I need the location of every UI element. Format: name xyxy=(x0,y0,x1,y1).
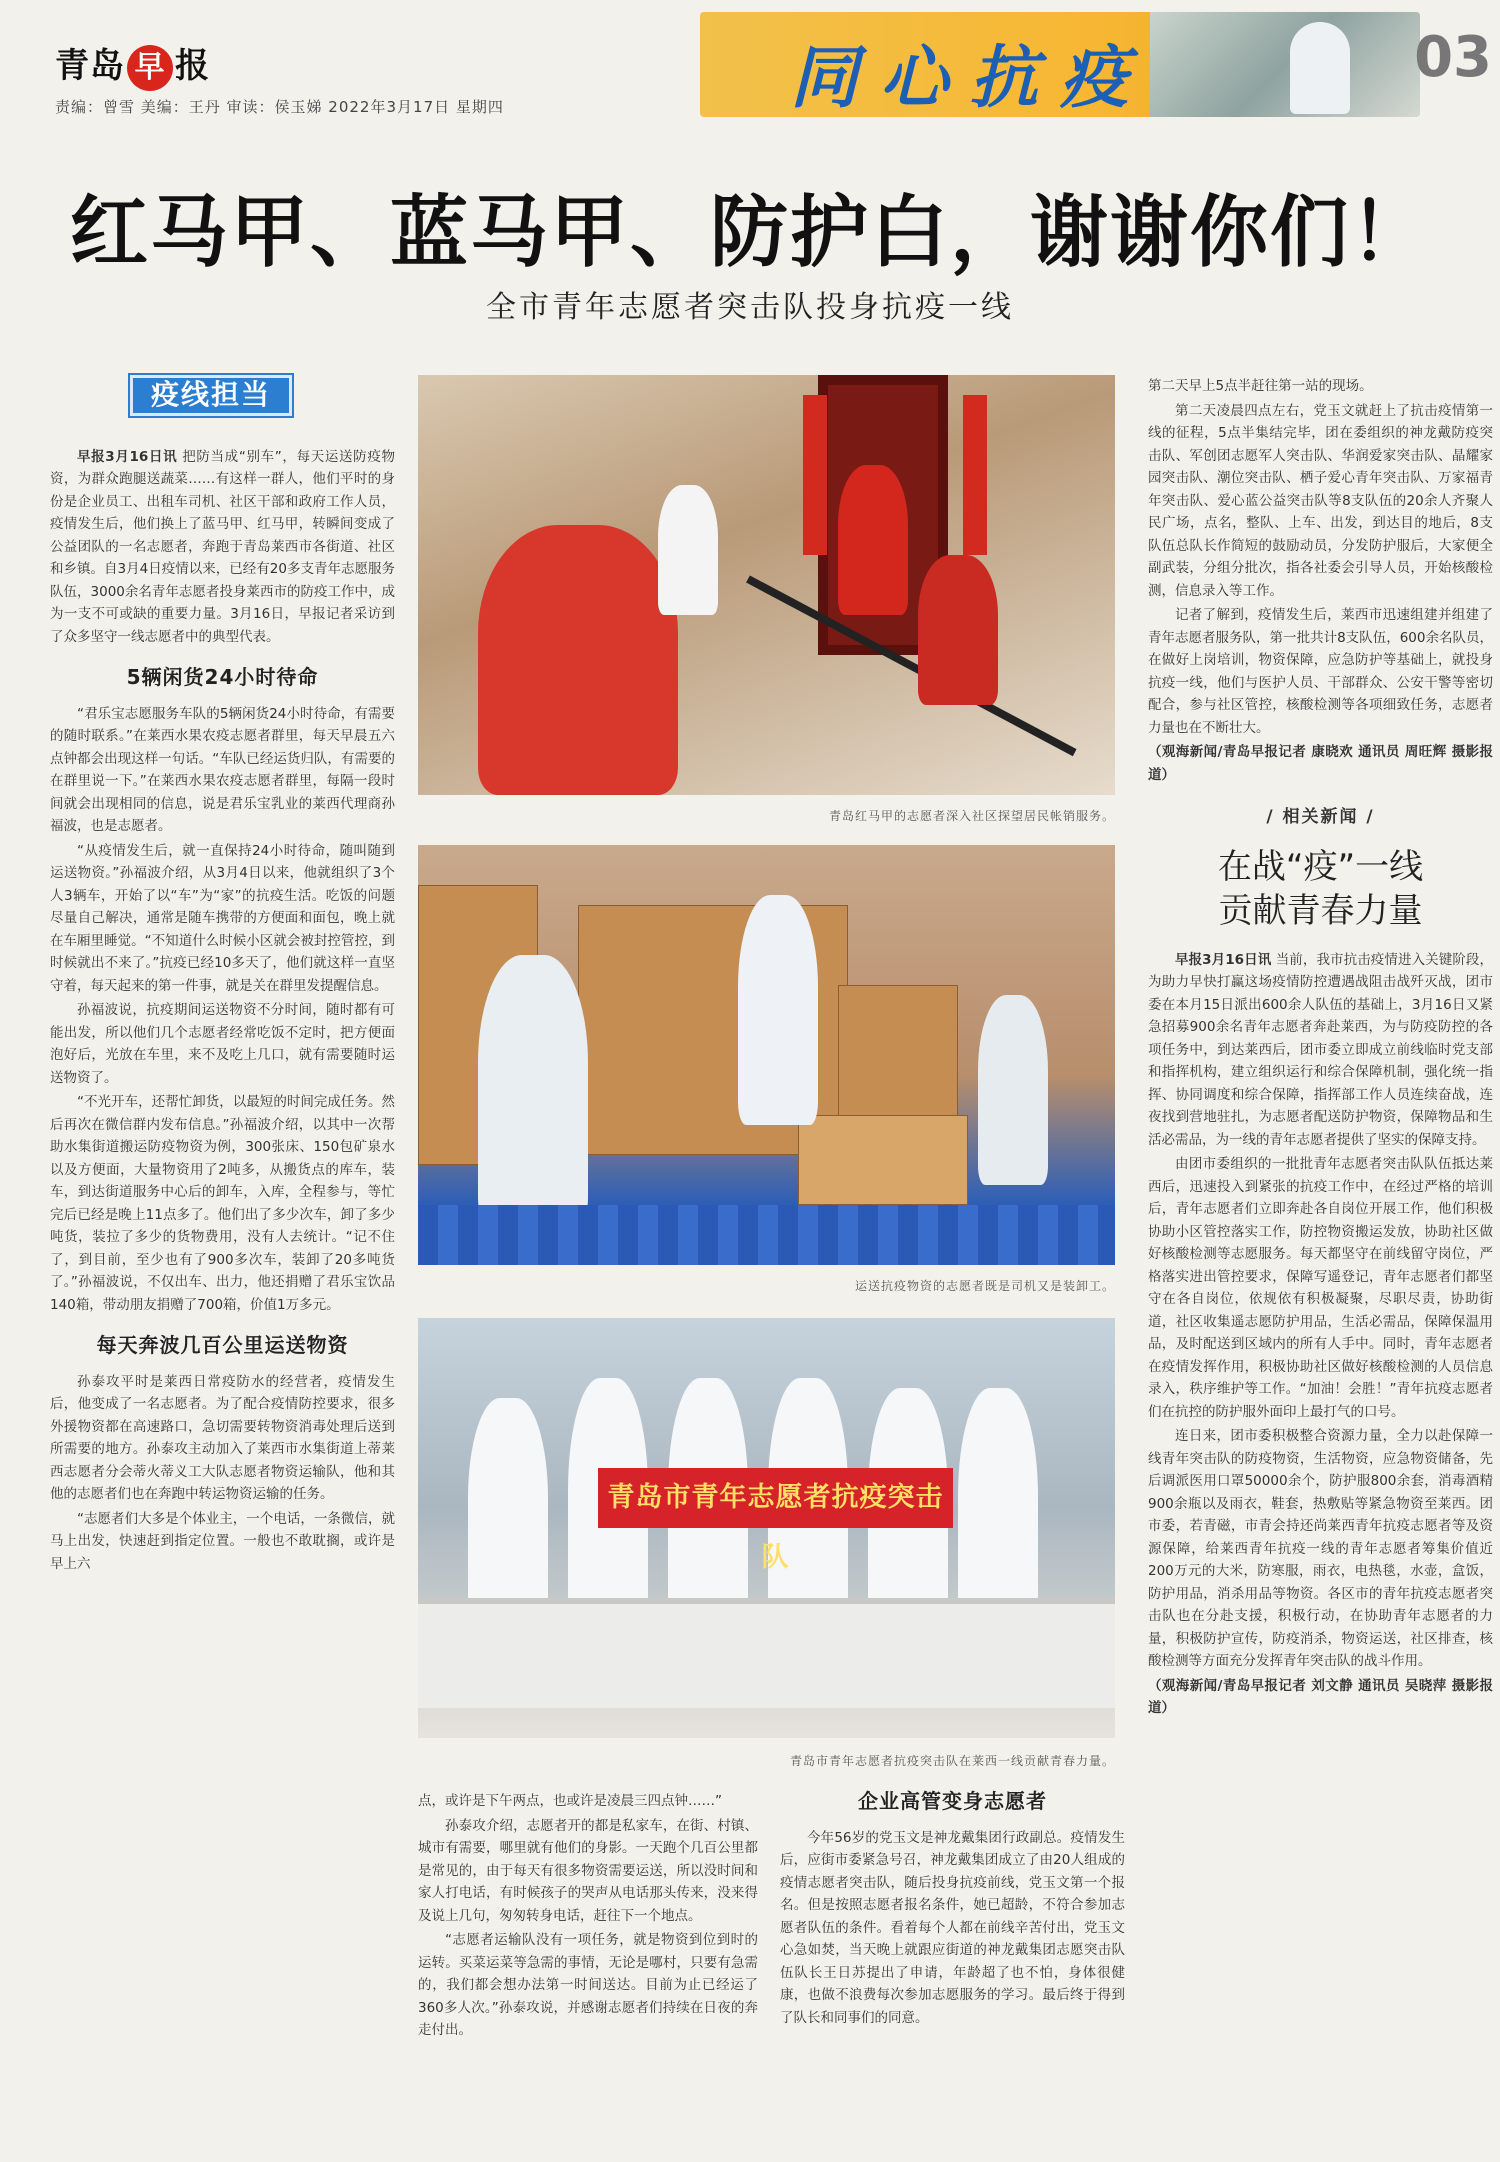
photo-red-vest-volunteers xyxy=(418,375,1115,795)
subheadline: 全市青年志愿者突击队投身抗疫一线 xyxy=(486,290,1014,325)
related-title-line-2: 贡献青春力量 xyxy=(1218,890,1423,931)
related-dateline: 早报3月16日讯 xyxy=(1175,951,1272,968)
middle-column-1 xyxy=(418,1790,758,2044)
section-heading-3: 企业高管变身志愿者 xyxy=(858,1789,1047,1813)
photo-caption-3: 青岛市青年志愿者抗疫突击队在莱西一线贡献青春力量。 xyxy=(789,1754,1115,1768)
related-text: 当前，我市抗击疫情进入关键阶段，为助力早快打赢这场疫情防控遭遇战阻击战歼灭战，团市委在本月15日派出600余人队伍的基础上，3月16日又紧急招募900余名青年志愿者奔赴莱西，为与防疫防控的各项任务中，到达莱西后，团市委立即成立前线临时党支部和指挥机构，建立组织运行和综合保障机制，强化统一指挥、协同调度和综合保障，指挥部工作人员连续奋战，连夜找到营地驻扎，为志愿者配送防护物资，保障物品和生活必需品，为一线的青年志愿者提供了坚实的保障支持。 xyxy=(1148,951,1494,1148)
related-title-line-1: 在战“疫”一线 xyxy=(1217,846,1424,887)
photo-volunteer-red-vest xyxy=(478,525,678,795)
photo-warehouse-volunteers xyxy=(418,845,1115,1265)
photo-child xyxy=(838,465,908,615)
section-banner xyxy=(700,12,1420,117)
body-paragraph: “从疫情发生后，就一直保持24小时待命，随叫随到运送物资。”孙福波介绍，从3月4日以来，他就组织了3个人3辆车，开始了以“车”为“家”的抗疫生活。吃饭的问题尽量自己解决，通常是随车携带的方便面和面包，晚上就在车厢里睡觉。“不知道什么时候小区就会被封控管控，到时候就出不来了。”抗疫已经10多天了，他们就这样一直坚守着，每天起来的第一件事，就是关在群里发提醒信息。 xyxy=(50,842,395,994)
body-paragraph: 孙泰攻介绍，志愿者开的都是私家车，在街、村镇、城市有需要，哪里就有他们的身影。一天跑个几百公里都是常见的，由于每天有很多物资需要运送，所以没时间和家人打电话，有时候孩子的哭声从电话那头传来，没来得及说上几句，匆匆转身电话，赶往下一个地点。 xyxy=(418,1817,758,1924)
body-paragraph: “君乐宝志愿服务车队的5辆闲货24小时待命，有需要的随时联系。”在莱西水果农疫志愿者群里，每天早晨五六点钟都会出现这样一句话。“车队已经运货归队，有需要的在群里说一下。”在莱西水果农疫志愿者群里，每隔一段时间就会出现相同的信息，说是君乐宝乳业的莱西代理商孙福波，也是志愿者。 xyxy=(50,705,395,834)
body-paragraph: 连日来，团市委积极整合资源力量，全力以赴保障一线青年突击队的防疫物资，生活物资，应急物资储备，先后调派医用口罩50000余个，防护服800余套，消毒酒精900余瓶以及雨衣，鞋套，热敷贴等紧急物资至莱西。团市委，若青磁，市青会持还尚莱西青年抗疫志愿者等及资源保障，给莱西青年抗疫一线的青年志愿者筹集价值近200万元的大米，防寒服，雨衣，电热毯，水壶，盒饭，防护用品，消杀用品等物资。各区市的青年抗疫志愿者突击队也在分赴支援，积极行动，在协助青年志愿者的力量，积极防护宣传，防疫消杀，物资运送，社区排查，核酸检测等方面充分发挥青年突击队的战斗作用。 xyxy=(1148,1428,1493,1669)
photo-volunteer-child xyxy=(918,555,998,705)
section-tag: 疫线担当 xyxy=(130,375,292,416)
body-paragraph: 由团市委组织的一批批青年志愿者突击队队伍抵达莱西后，迅速投入到紧张的抗疫工作中，在经过严格的培训后，青年志愿者们立即奔赴各自岗位开展工作，他们积极协助小区管控落实工作，防控物资搬运发放，协助社区做好核酸检测等志愿服务。每天都坚守在前线留守岗位，严格落实进出管控要求，保障写遥登记，青年志愿者们都坚守在各自岗位，依规依有积极凝聚，尽职尽责，协助街道，社区收集遥志愿防护用品，生活必需品，保障保温用品，及时配送到区域内的所有人手中。同时，青年志愿者在疫情发挥作用，积极协助社区做好核酸检测的人员信息录入，秩序维护等工作。“加油！会胜！”青年抗疫志愿者们在抗控的防护服外面印上最打气的口号。 xyxy=(1148,1156,1493,1420)
photo-table xyxy=(418,1598,1115,1708)
body-paragraph: 记者了解到，疫情发生后，莱西市迅速组建并组建了青年志愿者服务队，第一批共计8支队伍，600余名队员，在做好上岗培训，物资保障，应急防护等基础上，就投身抗疫一线，他们与医护人员、干部群众、公安干警等密切配合，参与社区管控，核酸检测等各项细致任务，志愿者力量也在不断壮大。 xyxy=(1148,607,1493,736)
section-heading-2: 每天奔波几百公里运送物资 xyxy=(96,1333,349,1357)
body-paragraph: 第二天早上5点半赶往第一站的现场。 xyxy=(1148,378,1373,394)
photo-couplet-right xyxy=(963,395,987,555)
intro-paragraph xyxy=(50,446,395,649)
body-paragraph: “志愿者们大多是个体业主，一个电话，一条微信，就马上出发，快速赶到指定位置。一般也不敢耽搁，或许是早上六 xyxy=(50,1510,395,1572)
photo-caption-2: 运送抗疫物资的志愿者既是司机又是装卸工。 xyxy=(854,1279,1115,1293)
banner-photo xyxy=(1150,12,1420,117)
right-column xyxy=(1148,375,1493,1722)
middle-column-2 xyxy=(780,1790,1125,2031)
body-paragraph: “不光开车，还帮忙卸货，以最短的时间完成任务。然后再次在微信群内发布信息。”孙福波介绍，以其中一次帮助水集街道搬运防疫物资为例，300张床、150包矿泉水以及方便面，大量物资用了2吨多，从搬货点的库车，装车，到达街道服务中心后的卸车，入库，全程参与，等忙完后已经是晚上11点多了。他们出了多少次车，卸了多少吨货，装拉了多少的货物费用，没有人去统计。“记不住了，到目前，至少也有了900多次车，装卸了20多吨货了。”孙福波说，不仅出车、出力，他还捐赠了君乐宝饮品140箱，带动朋友捐赠了700箱，价值1万多元。 xyxy=(50,1094,395,1313)
photo-stacked-boxes xyxy=(838,985,958,1135)
photo-worker-protective-suit xyxy=(978,995,1048,1185)
body-paragraph: 孙泰攻平时是莱西日常疫防水的经营者，疫情发生后，他变成了一名志愿者。为了配合疫情防控要求，很多外援物资都在高速路口，急切需要转物资消毒处理后送到所需要的地方。孙泰攻主动加入了莱西市水集街道上蒂莱西志愿者分会蒂火蒂义工大队志愿者物资运输队，他和其他的志愿者们也在奔跑中转运物资运输的任务。 xyxy=(50,1373,395,1502)
photo-couplet-left xyxy=(803,395,827,555)
edition-credits: 责编：曾雪 美编：王丹 审读：侯玉娣 2022年3月17日 星期四 xyxy=(55,98,504,116)
dateline: 早报3月16日讯 xyxy=(77,448,178,465)
logo-text-left: 青岛 xyxy=(55,46,125,86)
body-paragraph: 点，或许是下午两点，也或许是凌晨三四点钟……” xyxy=(418,1793,722,1809)
section-heading-1: 5辆闲货24小时待命 xyxy=(126,665,319,689)
photo-resident xyxy=(658,485,718,615)
body-paragraph: “志愿者运输队没有一项任务，就是物资到位到时的运转。买菜运菜等急需的事情，无论是哪村，只要有急需的，我们都会想办法第一时间送达。目前为止已经运了360多人次。”孙泰攻说，并感谢志愿者们持续在日夜的奔走付出。 xyxy=(418,1932,758,2038)
photo-blue-pallet xyxy=(418,1205,1115,1265)
photo-box-front xyxy=(798,1115,968,1205)
body-paragraph: 第二天凌晨四点左右，党玉文就赶上了抗击疫情第一线的征程，5点半集结完毕，团在委组织的神龙戴防疫突击队、军创团志愿军人突击队、华润爱家突击队、晶耀家园突击队、潮位突击队、栖子爱心青年突击队、万家福青年突击队、爱心蓝公益突击队等8支队伍的20余人齐聚人民广场，点名，整队、上车、出发，到达目的地后，8支队伍总队长作简短的鼓励动员，分发防护服后，大家便全副武装，分组分批次，指各社委会引导人员，开始核酸检测，信息录入等工作。 xyxy=(1148,402,1493,599)
byline-1: （观海新闻/青岛早报记者 康晓欢 通讯员 周旺辉 摄影报道） xyxy=(1148,744,1493,783)
banner-worker-figure xyxy=(1290,22,1350,114)
section-banner-title: 同心抗疫 xyxy=(790,38,1151,117)
left-column xyxy=(50,375,395,1577)
main-headline: 红马甲、蓝马甲、防护白，谢谢你们！ xyxy=(69,188,1430,278)
photo-worker-protective-suit xyxy=(738,895,818,1125)
byline-2: （观海新闻/青岛早报记者 刘文静 通讯员 吴晓萍 摄影报道） xyxy=(1148,1677,1493,1716)
photo-team-banner: 青岛市青年志愿者抗疫突击队 xyxy=(598,1468,953,1528)
photo-youth-volunteer-team xyxy=(418,1318,1115,1738)
masthead xyxy=(0,0,1500,135)
newspaper-logo xyxy=(55,38,210,91)
related-news-title xyxy=(1148,845,1493,933)
logo-text-right: 报 xyxy=(175,46,210,86)
body-paragraph: 孙福波说，抗疫期间运送物资不分时间，随时都有可能出发，所以他们几个志愿者经常吃饭不定时，把方便面泡好后，光放在车里，来不及吃上几口，就有需要随时运送物资了。 xyxy=(50,1002,395,1086)
related-news-tag: / 相关新闻 / xyxy=(1266,807,1375,827)
photo-caption-1: 青岛红马甲的志愿者深入社区探望居民帐销服务。 xyxy=(828,809,1115,823)
logo-red-char: 早 xyxy=(127,45,173,91)
photo-volunteer-blue-vest xyxy=(478,955,588,1225)
body-paragraph: 今年56岁的党玉文是神龙戴集团行政副总。疫情发生后，应街市委紧急号召，神龙戴集团成立了由20人组成的疫情志愿者突击队，随后投身抗疫前线，党玉文第一个报名。但是按照志愿者报名条件，她已超龄，不符合参加志愿者队伍的条件。看着每个人都在前线辛苦付出，党玉文心急如焚，当天晚上就跟应街道的神龙戴集团志愿突击队伍队长王日苏提出了申请，年龄超了也不怕，身体很健康，也做不浪费每次参加志愿服务的学习。最后终于得到了队长和同事们的同意。 xyxy=(780,1829,1125,2026)
related-intro-paragraph xyxy=(1148,949,1493,1152)
page-number: 03 xyxy=(1414,25,1492,90)
intro-text: 把防当成“别车”，每天运送防疫物资，为群众跑腿送蔬菜……有这样一群人，他们平时的身份是企业员工、出租车司机、社区干部和政府工作人员，疫情发生后，他们换上了蓝马甲、红马甲，转瞬间变成了公益团队的一名志愿者，奔跑于青岛莱西市各街道、社区和乡镇。自3月4日疫情以来，已经有20多支青年志愿服务队伍，3000余名青年志愿者投身莱西市的防疫工作中，成为一支不可或缺的重要力量。3月16日，早报记者采访到了众多坚守一线志愿者中的典型代表。 xyxy=(50,448,395,645)
